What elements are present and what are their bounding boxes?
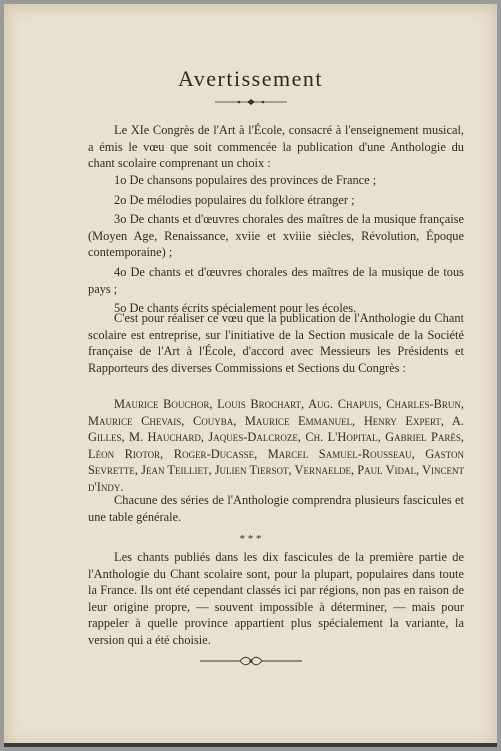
names-text: Maurice Bouchor, Louis Brochart, Aug. Chapuis, Charles-Brun, Maurice Chevais, Couyba, Maurice Emmanuel, Henry Expert, A. Gilles, M. Hauchard, Jaques-Dalcroze, Ch. L'Hopital, Gabriel Parès, Léon Riotor, Roger-Ducasse, Marcel Samuel-Rousseau, Gaston Sevrette, Jean Teilliet, Julien Tiersot, Vernaelde, Paul Vidal, Vincent d'Indy. (88, 397, 464, 494)
list-item: 2o De mélodies populaires du folklore étranger ; (114, 192, 355, 207)
regions-paragraph (88, 549, 464, 649)
end-ornament (4, 654, 497, 672)
asterism-text: * * * (239, 533, 262, 545)
series-text: Chacune des séries de l'Anthologie comprendra plusieurs fascicules et une table générale. (88, 493, 464, 524)
title-ornament (4, 94, 497, 112)
choice-list (88, 172, 464, 317)
regions-text: Les chants publiés dans les dix fascicules de la première partie de l'Anthologie du Chant scolaire sont, pour la plupart, populaires dans toute la France. Ils ont été cependant classés ici par régions, non pas en raison de leur origine propre, — souvent impossible à déterminer, — mais pour rappeler à quelle province appartient plus spécialement la variante, la version qui a été choisie. (88, 550, 464, 647)
series-paragraph (88, 492, 464, 525)
names-paragraph (88, 396, 464, 496)
initiative-text: C'est pour réaliser ce vœu que la publication de l'Anthologie du Chant scolaire est entreprise, sur l'initiative de la Section musicale de la Société française de l'Art à l'École, d'accord avec Messieurs les Présidents et Rapporteurs des diverses Commissions et Sections du Congrès : (88, 311, 464, 375)
intro-text: Le XIe Congrès de l'Art à l'École, consacré à l'enseignement musical, a émis le vœu que soit commencée la publication d'une Anthologie du chant scolaire comprenant un choix : (88, 123, 464, 171)
list-item: 3o De chants et d'œuvres chorales des maîtres de la musique française (Moyen Age, Renaissance, xviie et xviiie siècles, Révolution, Époque contemporaine) ; (88, 212, 464, 260)
list-item: 5o De chants écrits spécialement pour les écoles. (114, 301, 357, 316)
intro-paragraph (88, 122, 464, 172)
asterism (4, 535, 497, 544)
document-page (4, 4, 497, 747)
initiative-paragraph (88, 310, 464, 376)
page-title: Avertissement (178, 66, 323, 91)
list-item: 4o De chants et d'œuvres chorales des maîtres de la musique de tous pays ; (88, 264, 464, 296)
list-item: 1o De chansons populaires des provinces de France ; (114, 173, 377, 187)
